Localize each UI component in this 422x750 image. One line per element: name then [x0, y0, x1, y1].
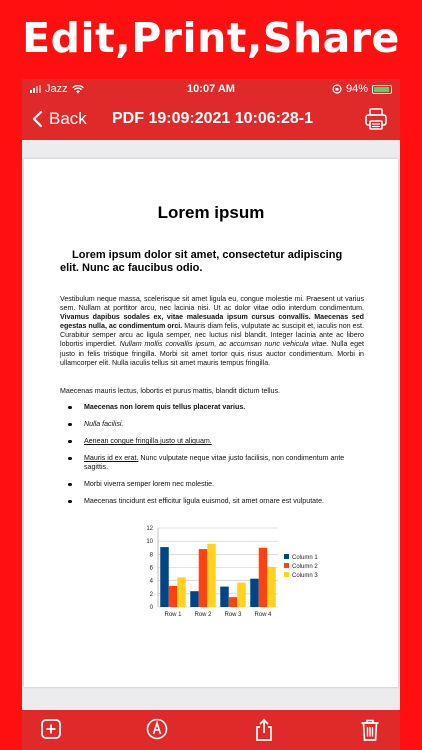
document-title-bar: PDF 19:09:2021 10:06:28-1 — [112, 110, 314, 127]
bar-chart — [124, 521, 324, 617]
chart-x-tick-label: Row 4 — [254, 612, 272, 617]
document-subheading: Lorem ipsum dolor sit amet, consectetur adipiscing elit. Nunc ac faucibus odio. — [60, 249, 343, 274]
markup-icon — [146, 718, 168, 740]
chart-bar — [237, 583, 246, 607]
status-right — [332, 83, 392, 95]
share-icon — [254, 718, 274, 742]
list-item-text: Maecenas tincidunt est efficitur ligula euismod, sit amet ornare est vulputate. — [84, 497, 324, 505]
markup-button[interactable] — [146, 718, 168, 745]
back-button[interactable] — [32, 109, 87, 129]
delete-button[interactable] — [360, 718, 380, 747]
para-text: Mauris diam felis, vulputate ac suscipit et, iaculis non est. Curabitur semper arcu ac ligula semper, nec luctus nisl blandit. Integer lacinia ante ac libero lobortis imperdiet. — [60, 322, 364, 349]
chart-bar — [229, 597, 238, 607]
status-bar — [22, 79, 400, 100]
chart-y-tick-label: 10 — [146, 539, 153, 546]
chart-y-tick-label: 2 — [149, 591, 153, 598]
carrier-name: Jazz — [45, 83, 68, 95]
add-icon — [40, 718, 62, 740]
document-heading: Lorem ipsum — [157, 203, 265, 222]
chart-bar — [199, 549, 208, 607]
list-item-text: Aenean congue fringilla justo ut aliquam. — [84, 437, 212, 445]
para-text: Vestibulum neque massa, scelerisque sit amet ligula eu, congue molestie mi. Praesent ut varius sem. Nullam at porttitor arcu, nec lacinia nisi. Ut ac dolor vitae odio interdum condimentum. — [60, 295, 364, 313]
chart-bar — [169, 586, 178, 607]
printer-icon — [364, 107, 388, 131]
list-item-text: Morbi viverra semper lorem nec molestie. — [84, 480, 215, 488]
chart-x-tick-label: Row 3 — [224, 612, 242, 617]
status-time: 10:07 AM — [187, 83, 235, 95]
body-paragraph-2: Maecenas mauris lectus, lobortis et purus mattis, blandit dictum tellus. — [60, 387, 280, 395]
list-item — [60, 497, 370, 506]
pdf-page — [24, 159, 398, 687]
trash-icon — [360, 718, 380, 742]
chart-y-tick-label: 12 — [146, 526, 153, 532]
para-text: Nulla eget justo in felis tristique fringilla. Morbi sit amet tortor quis risus auctor condimentum. Morbi in ullamcorper elit. Nulla iaculis tellus sit amet mauris tempus fringilla. — [60, 340, 364, 367]
battery-icon — [372, 85, 392, 94]
chart-legend-label: Column 2 — [292, 564, 318, 570]
para-bold: Vivamus dapibus sodales ex, vitae malesuada ipsum cursus convallis. Maecenas sed egestas nulla, ac condimentum orci. — [60, 313, 364, 331]
chart-bar — [250, 579, 259, 607]
list-item — [60, 480, 370, 489]
chart-legend-swatch — [284, 554, 289, 559]
chart-bar — [207, 544, 216, 607]
body-paragraph — [60, 295, 364, 368]
share-button[interactable] — [254, 718, 274, 747]
bottom-toolbar — [22, 710, 400, 750]
list-item-text: Nulla facilisi. — [84, 420, 124, 428]
chart-bar — [267, 567, 276, 607]
add-button[interactable] — [40, 718, 62, 745]
chart-y-tick-label: 0 — [149, 605, 153, 611]
list-item-text: Maecenas non lorem quis tellus placerat varius. — [84, 403, 246, 411]
chart-bar — [220, 587, 229, 607]
chart-x-tick-label: Row 1 — [164, 612, 182, 617]
chart-bar — [160, 547, 169, 607]
chart-legend-swatch — [284, 563, 289, 568]
back-label: Back — [49, 109, 87, 128]
list-item-text: Nunc vulputate neque vitae justo facilisis, non condimentum ante sagittis. — [84, 454, 345, 471]
chart-x-tick-label: Row 2 — [194, 612, 212, 617]
chart-y-tick-label: 6 — [149, 565, 153, 572]
print-button[interactable] — [364, 107, 388, 136]
chevron-left-icon — [32, 110, 43, 128]
para-italic: Nullam mollis convallis ipsum, ac accumsan nunc vehicula vitae. — [119, 340, 329, 349]
list-item — [60, 403, 370, 412]
chart-legend-label: Column 3 — [292, 573, 318, 579]
chart-bar — [177, 577, 186, 607]
bullet-list — [60, 403, 370, 514]
chart-legend-label: Column 1 — [292, 555, 318, 561]
chart-legend-swatch — [284, 572, 289, 577]
chart-y-tick-label: 8 — [149, 552, 153, 559]
phone-screen — [22, 79, 400, 750]
nav-bar — [22, 100, 400, 140]
list-item — [60, 454, 370, 472]
list-item — [60, 420, 370, 429]
battery-percent: 94% — [345, 83, 368, 95]
chart-y-tick-label: 4 — [149, 578, 153, 585]
chart-bar — [259, 548, 268, 607]
orientation-lock-icon — [332, 84, 342, 94]
list-item-link: Mauris id ex erat. — [84, 454, 139, 462]
chart-bar — [190, 591, 199, 607]
promo-headline: Edit,Print,Share — [22, 14, 400, 62]
battery-fill — [374, 87, 389, 92]
list-item — [60, 437, 370, 446]
